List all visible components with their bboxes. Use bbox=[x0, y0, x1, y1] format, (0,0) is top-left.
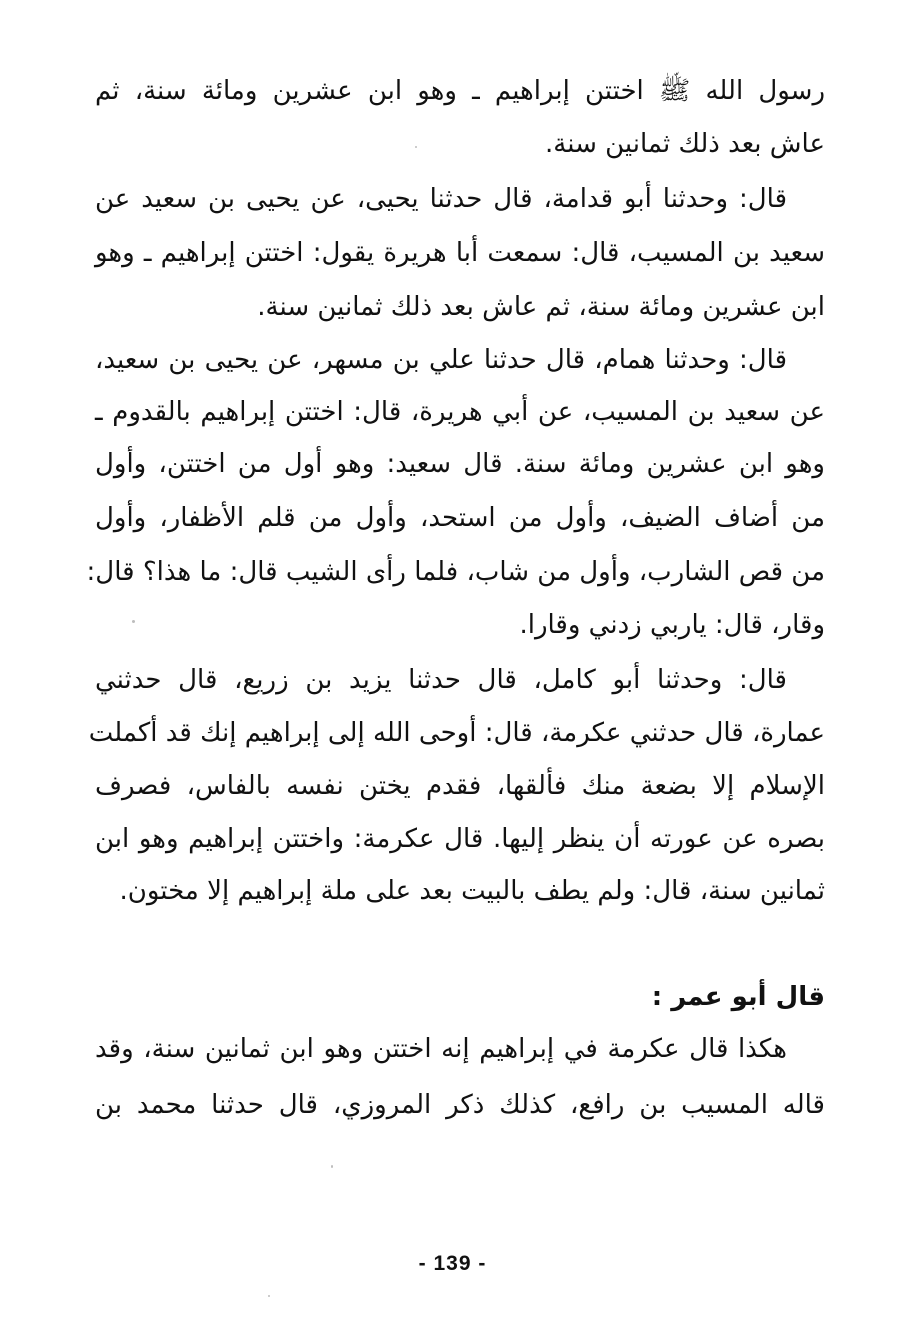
scan-speck bbox=[331, 1165, 333, 1168]
text-line-12: قال: وحدثنا أبو كامل، قال حدثنا يزيد بن زريع، قال حدثني bbox=[95, 665, 787, 695]
text-line-9: من أضاف الضيف، وأول من استحد، وأول من قلم الأظفار، وأول bbox=[95, 503, 825, 533]
text-line-7: عن سعيد بن المسيب، عن أبي هريرة، قال: اختتن إبراهيم بالقدوم ـ bbox=[95, 397, 825, 427]
text-line-5: ابن عشرين ومائة سنة، ثم عاش بعد ذلك ثمانين سنة. bbox=[257, 292, 825, 322]
text-line-18: قاله المسيب بن رافع، كذلك ذكر المروزي، قال حدثنا محمد بن bbox=[95, 1090, 825, 1120]
text-line-10: من قص الشارب، وأول من شاب، فلما رأى الشيب قال: ما هذا؟ قال: bbox=[86, 557, 825, 587]
page-number: - 139 - bbox=[418, 1252, 487, 1275]
text-line-2: عاش بعد ذلك ثمانين سنة. bbox=[545, 129, 825, 159]
text-line-14: الإسلام إلا بضعة منك فألقها، فقدم يختن نفسه بالفاس، فصرف bbox=[95, 771, 825, 801]
text-line-13: عمارة، قال حدثني عكرمة، قال: أوحى الله إلى إبراهيم إنك قد أكملت bbox=[88, 718, 825, 748]
scan-speck bbox=[415, 146, 417, 148]
section-heading: قال أبو عمر : bbox=[651, 982, 825, 1012]
text-line-17: هكذا قال عكرمة في إبراهيم إنه اختتن وهو ابن ثمانين سنة، وقد bbox=[95, 1034, 787, 1064]
text-line-16: ثمانين سنة، قال: ولم يطف بالبيت بعد على ملة إبراهيم إلا مختون. bbox=[119, 876, 825, 906]
text-line-4: سعيد بن المسيب، قال: سمعت أبا هريرة يقول: اختتن إبراهيم ـ وهو bbox=[95, 238, 825, 268]
text-line-15: بصره عن عورته أن ينظر إليها. قال عكرمة: واختتن إبراهيم وهو ابن bbox=[95, 824, 825, 854]
scan-speck bbox=[268, 1295, 270, 1297]
text-line-6: قال: وحدثنا همام، قال حدثنا علي بن مسهر، عن يحيى بن سعيد، bbox=[95, 345, 787, 375]
text-line-11: وقار، قال: ياربي زدني وقارا. bbox=[519, 610, 825, 640]
text-line-1: رسول الله ﷺ اختتن إبراهيم ـ وهو ابن عشرين ومائة سنة، ثم bbox=[95, 76, 825, 106]
text-line-8: وهو ابن عشرين ومائة سنة. قال سعيد: وهو أول من اختتن، وأول bbox=[95, 449, 825, 479]
scan-speck bbox=[132, 620, 135, 623]
text-line-3: قال: وحدثنا أبو قدامة، قال حدثنا يحيى، عن يحيى بن سعيد عن bbox=[95, 184, 787, 214]
